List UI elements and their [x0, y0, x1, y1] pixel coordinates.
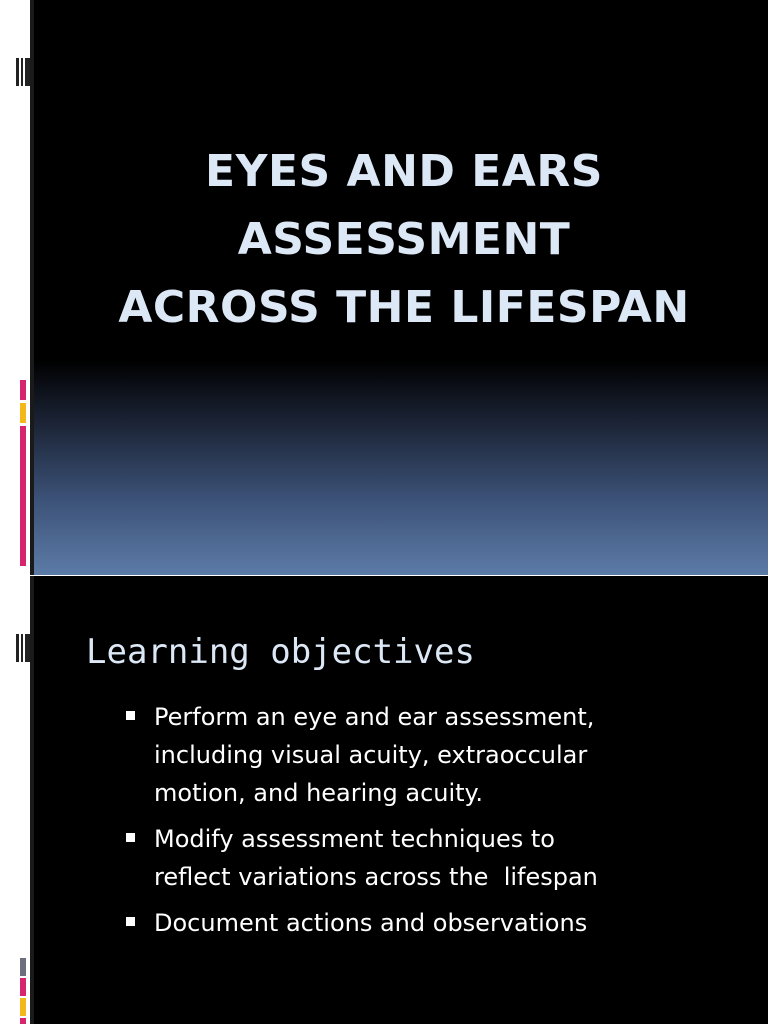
accent-bar-pink	[20, 1018, 26, 1024]
list-item	[126, 820, 726, 896]
bullet-line: motion, and hearing acuity.	[154, 779, 483, 807]
title-line-1: EYES AND EARS	[205, 146, 603, 197]
list-item	[126, 698, 726, 812]
slide-left-border	[30, 0, 34, 575]
objectives-list	[126, 698, 726, 950]
title-line-2: ASSESSMENT	[237, 214, 571, 265]
bullet-line: Modify assessment techniques to	[154, 825, 555, 853]
bullet-line: Perform an eye and ear assessment,	[154, 703, 595, 731]
slide-left-border	[30, 576, 34, 1024]
slide-heading: Learning objectives	[86, 632, 475, 672]
accent-bar-yellow	[20, 998, 26, 1016]
edge-bars-decoration	[16, 634, 30, 662]
square-bullet-icon	[126, 917, 135, 926]
objectives-slide	[0, 576, 768, 1024]
bullet-line: including visual acuity, extraoccular	[154, 741, 588, 769]
bullet-line: reflect variations across the lifespan	[154, 863, 598, 891]
bullet-line: Document actions and observations	[154, 909, 588, 937]
accent-bar-pink-small	[20, 978, 26, 996]
square-bullet-icon	[126, 833, 135, 842]
accent-bar-pink	[20, 426, 26, 566]
accent-bar-slate	[20, 958, 26, 976]
slide-title	[40, 138, 768, 342]
edge-bars-decoration	[16, 58, 30, 86]
accent-bar-yellow	[20, 403, 26, 423]
square-bullet-icon	[126, 711, 135, 720]
accent-bar-pink-top	[20, 380, 26, 400]
title-line-3: ACROSS THE LIFESPAN	[118, 282, 690, 333]
list-item	[126, 904, 726, 942]
